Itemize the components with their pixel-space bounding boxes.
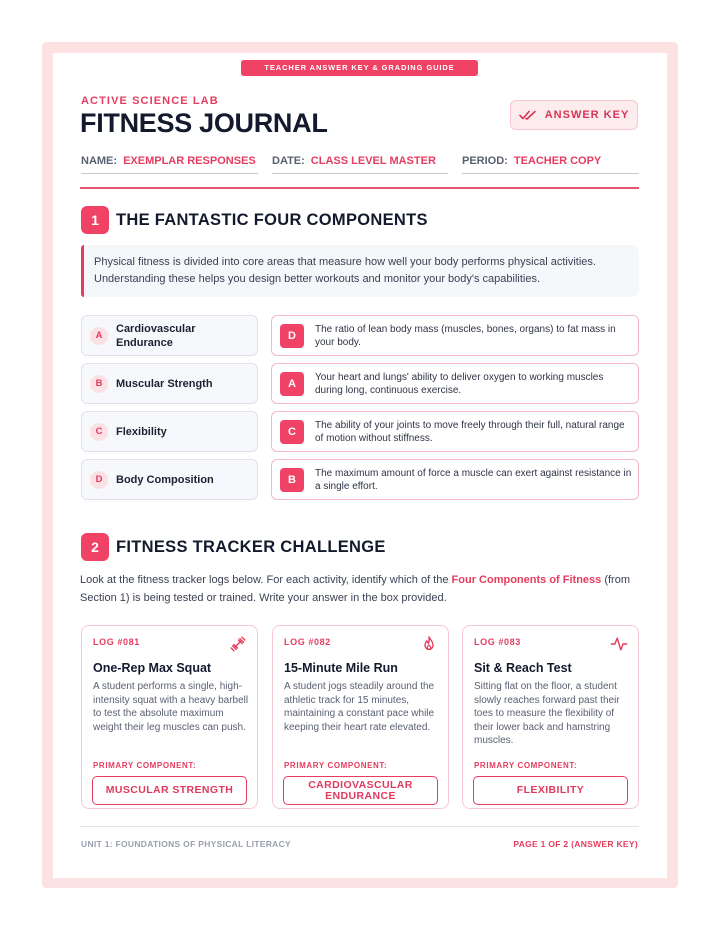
component-answer-box[interactable]: MUSCULAR STRENGTH (92, 776, 247, 805)
date-value: CLASS LEVEL MASTER (310, 155, 436, 167)
log-id: LOG #082 (284, 637, 331, 647)
period-label: PERIOD: (462, 155, 508, 167)
intro-text: (from Section 1) is being tested or trained. Write your answer in the box provided. (80, 574, 631, 604)
section-2-intro (80, 571, 640, 607)
definition-text: The maximum amount of force a muscle can exert against resistance in a single effort. (315, 467, 632, 492)
tracker-card (462, 625, 639, 809)
activity-description: A student performs a single, high-intensity squat with a heavy barbell to test the absolute maximum weight their leg muscles can push. (93, 681, 249, 733)
eyebrow-label: ACTIVE SCIENCE LAB (81, 95, 219, 107)
definition-card (271, 315, 639, 356)
flame-icon (420, 635, 438, 653)
footer-unit: UNIT 1: FOUNDATIONS OF PHYSICAL LITERACY (81, 839, 292, 849)
section-1-title: THE FANTASTIC FOUR COMPONENTS (116, 211, 428, 229)
intro-text: Look at the fitness tracker logs below. For each activity, identify which of the (80, 574, 452, 586)
term-label: Flexibility (116, 425, 167, 438)
definition-text: The ability of your joints to move freely through their full, natural range of motion without stiffness. (315, 419, 625, 444)
dumbbell-icon (229, 635, 247, 653)
double-check-icon (519, 109, 537, 121)
answer-box[interactable]: A (280, 372, 304, 396)
definition-card (271, 459, 639, 500)
activity-description: A student jogs steadily around the athletic track for 15 minutes, maintaining a constant pace while keeping their heart rate elevated. (284, 681, 435, 733)
component-answer-box[interactable]: FLEXIBILITY (473, 776, 628, 805)
term-label: Muscular Strength (116, 377, 213, 390)
term-letter: C (90, 423, 108, 441)
answer-key-banner: TEACHER ANSWER KEY & GRADING GUIDE (241, 60, 478, 76)
answer-box[interactable]: D (280, 324, 304, 348)
tracker-card (81, 625, 258, 809)
definition-card (271, 363, 639, 404)
pulse-icon (610, 635, 628, 653)
term-label: Body Composition (116, 473, 214, 486)
badge-label: ANSWER KEY (544, 109, 630, 121)
answer-key-badge (510, 100, 638, 130)
definition-card (271, 411, 639, 452)
footer-divider (80, 826, 639, 827)
date-label: DATE: (272, 155, 305, 167)
component-label: PRIMARY COMPONENT: (474, 761, 578, 770)
section-1-number: 1 (81, 206, 109, 234)
header-divider (80, 187, 639, 189)
intro-highlight: Four Components of Fitness (451, 574, 602, 586)
section-1-intro: Physical fitness is divided into core areas that measure how well your body performs physical activities. Understanding these helps you design better workouts and monitor your body's capabilities. (81, 245, 639, 297)
name-value: EXEMPLAR RESPONSES (123, 155, 256, 167)
name-field (81, 155, 258, 174)
answer-box[interactable]: B (280, 468, 304, 492)
activity-description: Sitting flat on the floor, a student slowly reaches forward past their toes to measure the flexibility of their lower back and hamstring muscles. (474, 681, 620, 746)
answer-box[interactable]: C (280, 420, 304, 444)
log-id: LOG #083 (474, 637, 521, 647)
section-2-title: FITNESS TRACKER CHALLENGE (116, 538, 386, 556)
tracker-card (272, 625, 449, 809)
footer-page-number: PAGE 1 OF 2 (ANSWER KEY) (513, 839, 638, 849)
definition-text: Your heart and lungs' ability to deliver oxygen to working muscles during long, continuous exercise. (315, 371, 604, 396)
activity-title: Sit & Reach Test (474, 661, 572, 675)
term-label: Cardiovascular Endurance (116, 322, 196, 349)
name-label: NAME: (81, 155, 118, 167)
component-label: PRIMARY COMPONENT: (284, 761, 388, 770)
component-answer-box[interactable]: CARDIOVASCULAR ENDURANCE (283, 776, 438, 805)
log-id: LOG #081 (93, 637, 140, 647)
activity-title: One-Rep Max Squat (93, 661, 212, 675)
definition-text: The ratio of lean body mass (muscles, bones, organs) to fat mass in your body. (315, 323, 616, 348)
term-letter: A (90, 327, 108, 345)
date-field (272, 155, 448, 174)
term-card (81, 363, 258, 404)
term-letter: B (90, 375, 108, 393)
period-field (462, 155, 639, 174)
page-title: FITNESS JOURNAL (80, 108, 328, 138)
activity-title: 15-Minute Mile Run (284, 661, 398, 675)
term-card (81, 315, 258, 356)
section-2-number: 2 (81, 533, 109, 561)
term-card (81, 459, 258, 500)
component-label: PRIMARY COMPONENT: (93, 761, 197, 770)
period-value: TEACHER COPY (513, 155, 602, 167)
term-letter: D (90, 471, 108, 489)
term-card (81, 411, 258, 452)
